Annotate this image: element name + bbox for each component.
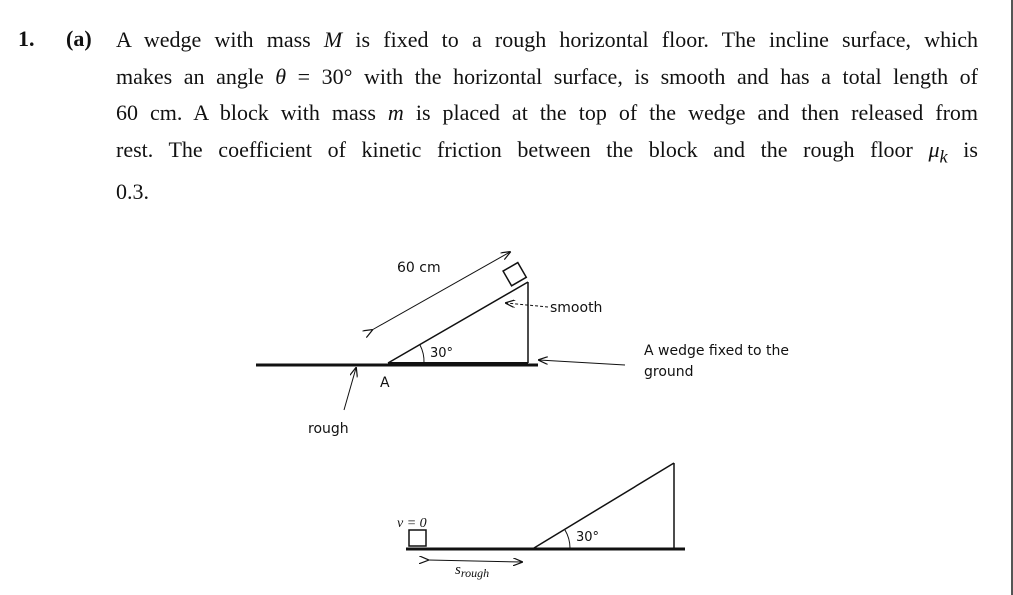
wedge-2-incline — [534, 463, 674, 548]
question-line-3: 60 cm. A block with mass m is placed at the top of the wedge and then released from — [116, 100, 979, 125]
angle-label-2: 30° — [576, 530, 600, 545]
theta-symbol: θ — [275, 63, 287, 89]
question-line-2: makes an angle θ = 30° with the horizontal surface, is smooth and has a total length of — [116, 63, 978, 89]
velocity-label: v = 0 — [397, 516, 427, 531]
question-number: 1. — [18, 26, 35, 51]
block-on-floor — [409, 530, 426, 546]
angle-arc — [420, 345, 424, 363]
figure-1 — [256, 252, 789, 437]
distance-label — [455, 562, 489, 580]
mass-m-symbol: m — [387, 100, 404, 125]
figure-2 — [397, 463, 685, 580]
point-A-label: A — [380, 375, 390, 391]
wedge-label-line-2: ground — [644, 364, 694, 380]
wedge-label-line-1: A wedge fixed to the — [644, 343, 790, 359]
block-on-wedge — [503, 263, 526, 286]
angle-arc-2 — [565, 530, 570, 548]
wedge-pointer — [539, 360, 625, 365]
rough-label: rough — [308, 421, 349, 437]
distance-arrow — [428, 560, 522, 562]
question-part: (a) — [66, 26, 92, 51]
smooth-label: smooth — [550, 300, 603, 316]
length-arrow — [372, 252, 510, 330]
rough-pointer — [344, 368, 356, 410]
question-line-4: rest. The coefficient of kinetic friction between the block and the rough floor $\mu_k$ is — [116, 136, 978, 166]
mu-symbol: μ — [928, 136, 940, 162]
mass-M-symbol: M — [323, 27, 343, 52]
question-line-1: A wedge with mass M is fixed to a rough horizontal floor. The incline surface, which — [116, 27, 978, 52]
angle-label: 30° — [430, 346, 454, 361]
smooth-pointer — [506, 303, 548, 307]
question-line-5: 0.3. — [116, 179, 149, 205]
distance-label-main: s — [455, 562, 461, 578]
distance-label-sub: rough — [460, 566, 490, 580]
mu-subscript: k — [939, 145, 948, 166]
length-label: 60 cm — [397, 260, 441, 276]
wedge-incline — [388, 282, 528, 363]
